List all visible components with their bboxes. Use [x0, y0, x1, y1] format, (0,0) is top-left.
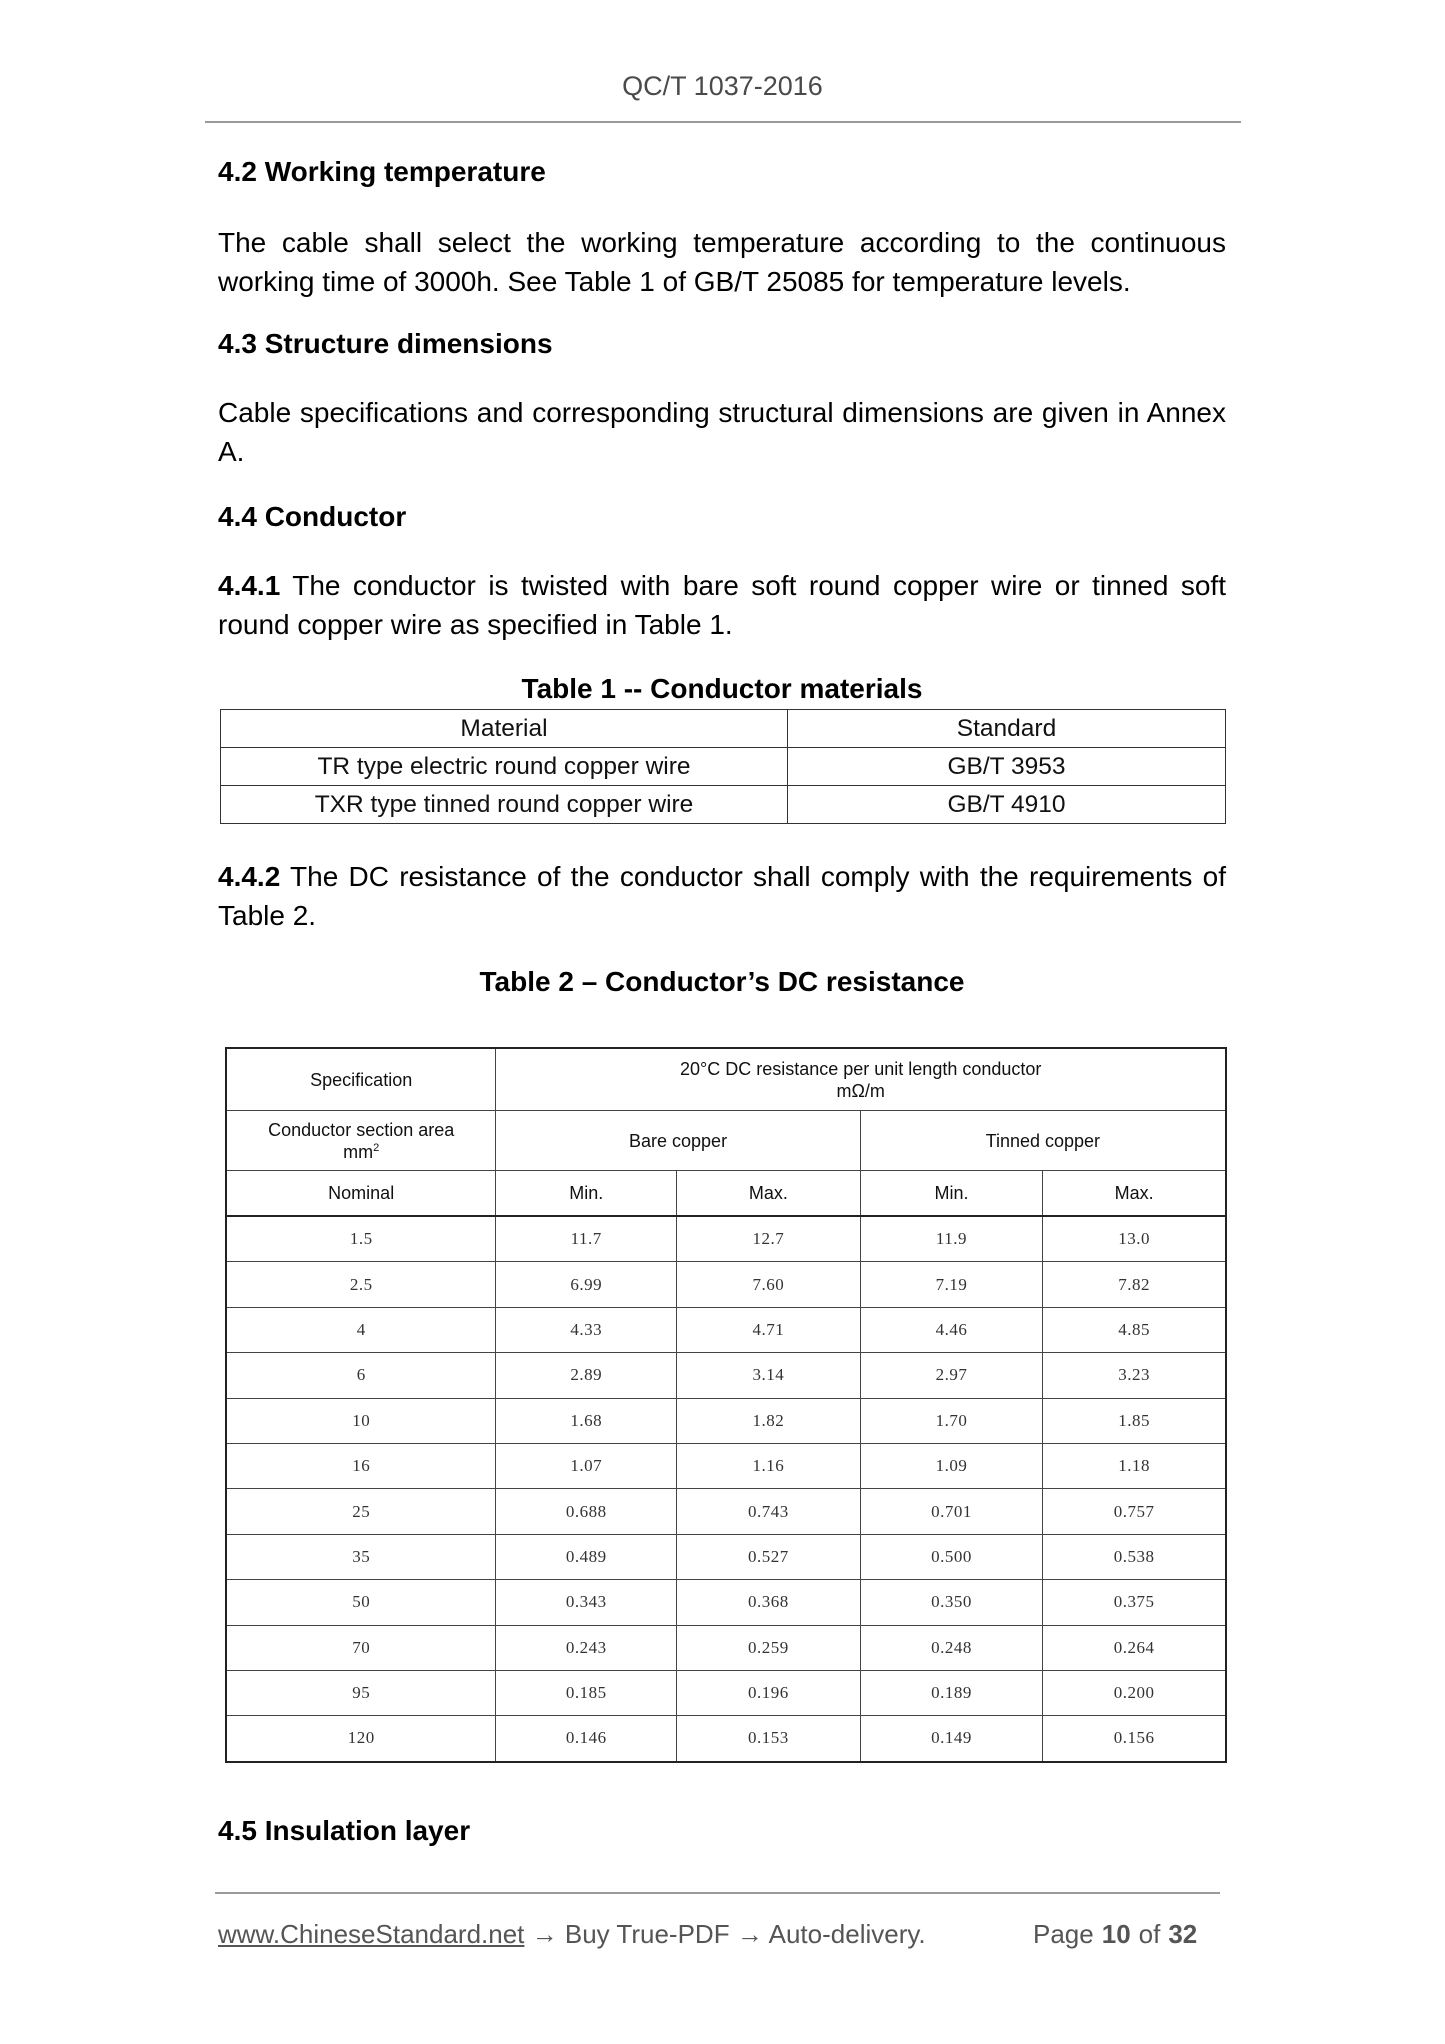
cell-tinned-max: 0.264: [1043, 1625, 1226, 1670]
cell-nominal: 95: [226, 1670, 496, 1715]
paragraph-4-2: The cable shall select the working temperature according to the continuous working time of 3000h. See Table 1 of GB/T 25085 for temperature levels.: [218, 227, 1226, 297]
table-row: [226, 1307, 1226, 1352]
table-header-row: [226, 1111, 1226, 1171]
page-indicator: [1033, 1918, 1197, 1950]
cell-nominal: 4: [226, 1307, 496, 1352]
header-bare-min: Min.: [496, 1171, 677, 1217]
header-section-area-label: Conductor section area: [268, 1119, 455, 1140]
cell-tinned-max: 0.375: [1043, 1580, 1226, 1625]
heading-4-2: 4.2 Working temperature: [218, 156, 546, 187]
cell-bare-min: 0.243: [496, 1625, 677, 1670]
cell-bare-max: 0.153: [677, 1716, 861, 1762]
cell-bare-min: 0.688: [496, 1489, 677, 1534]
cell-bare-max: 0.196: [677, 1670, 861, 1715]
cell-tinned-min: 1.09: [860, 1443, 1043, 1488]
arrow-right-icon: →: [736, 1919, 763, 1949]
cell-tinned-max: 7.82: [1043, 1262, 1226, 1307]
paragraph-4-4-2: [218, 858, 1226, 935]
cell-tinned-min: 0.500: [860, 1534, 1043, 1579]
header-resistance: [496, 1048, 1226, 1111]
footer-step-delivery: Auto-delivery.: [768, 1919, 926, 1949]
column-header-material: Material: [221, 710, 788, 748]
cell-bare-max: 0.527: [677, 1534, 861, 1579]
header-tinned-max: Max.: [1043, 1171, 1226, 1217]
table-row: [226, 1670, 1226, 1715]
table1-caption: Table 1 -- Conductor materials: [521, 673, 923, 704]
table-conductor-materials: [220, 709, 1226, 824]
clause-text-4-4-1: The conductor is twisted with bare soft round copper wire or tinned soft round copper wire as specified in Table 1.: [218, 570, 1226, 640]
cell-tinned-min: 0.189: [860, 1670, 1043, 1715]
heading-4-5: 4.5 Insulation layer: [218, 1815, 471, 1846]
table-header-row: [221, 710, 1226, 748]
page-current: 10: [1101, 1919, 1131, 1949]
header-nominal: Nominal: [226, 1171, 496, 1217]
cell-bare-min: 4.33: [496, 1307, 677, 1352]
cell-tinned-min: 0.350: [860, 1580, 1043, 1625]
heading-4-4: 4.4 Conductor: [218, 501, 407, 532]
cell-nominal: 50: [226, 1580, 496, 1625]
cell-bare-min: 6.99: [496, 1262, 677, 1307]
page-header-doc-code: QC/T 1037-2016: [622, 71, 823, 101]
cell-nominal: 70: [226, 1625, 496, 1670]
table-row: [226, 1716, 1226, 1762]
cell-nominal: 2.5: [226, 1262, 496, 1307]
cell-material: TXR type tinned round copper wire: [221, 786, 788, 824]
cell-bare-min: 0.185: [496, 1670, 677, 1715]
cell-bare-max: 0.368: [677, 1580, 861, 1625]
cell-tinned-max: 3.23: [1043, 1353, 1226, 1398]
cell-tinned-min: 1.70: [860, 1398, 1043, 1443]
cell-standard: GB/T 3953: [788, 748, 1226, 786]
footer-step-buy: Buy True-PDF: [564, 1919, 730, 1949]
cell-bare-max: 4.71: [677, 1307, 861, 1352]
column-header-standard: Standard: [788, 710, 1226, 748]
cell-tinned-max: 0.200: [1043, 1670, 1226, 1715]
unit-superscript: 2: [373, 1141, 380, 1154]
cell-tinned-min: 0.149: [860, 1716, 1043, 1762]
table-dc-resistance: [225, 1047, 1227, 1763]
table-row: [226, 1625, 1226, 1670]
cell-nominal: 16: [226, 1443, 496, 1488]
clause-number-4-4-1: 4.4.1: [218, 570, 281, 601]
table-row: [226, 1580, 1226, 1625]
header-resistance-title: 20°C DC resistance per unit length conductor: [680, 1058, 1042, 1079]
cell-tinned-min: 4.46: [860, 1307, 1043, 1352]
cell-nominal: 10: [226, 1398, 496, 1443]
table-row: [221, 748, 1226, 786]
cell-bare-min: 0.489: [496, 1534, 677, 1579]
heading-4-3: 4.3 Structure dimensions: [218, 328, 553, 359]
cell-tinned-min: 2.97: [860, 1353, 1043, 1398]
cell-nominal: 120: [226, 1716, 496, 1762]
table-body: [226, 1216, 1226, 1762]
cell-tinned-max: 13.0: [1043, 1216, 1226, 1262]
cell-nominal: 25: [226, 1489, 496, 1534]
header-tinned-min: Min.: [860, 1171, 1043, 1217]
cell-bare-min: 1.07: [496, 1443, 677, 1488]
table-row: [226, 1353, 1226, 1398]
of-label: of: [1138, 1919, 1161, 1949]
cell-bare-max: 0.743: [677, 1489, 861, 1534]
cell-nominal: 1.5: [226, 1216, 496, 1262]
footer-divider: [215, 1892, 1220, 1894]
cell-tinned-max: 0.538: [1043, 1534, 1226, 1579]
table-row: [226, 1534, 1226, 1579]
cell-tinned-min: 0.701: [860, 1489, 1043, 1534]
header-bare-copper: Bare copper: [496, 1111, 860, 1171]
cell-bare-min: 1.68: [496, 1398, 677, 1443]
table-row: [221, 786, 1226, 824]
table-row: [226, 1216, 1226, 1262]
table-row: [226, 1443, 1226, 1488]
cell-tinned-max: 0.156: [1043, 1716, 1226, 1762]
cell-tinned-max: 1.18: [1043, 1443, 1226, 1488]
cell-tinned-max: 4.85: [1043, 1307, 1226, 1352]
table-header-row: [226, 1171, 1226, 1217]
table-row: [226, 1489, 1226, 1534]
cell-tinned-min: 11.9: [860, 1216, 1043, 1262]
cell-tinned-max: 0.757: [1043, 1489, 1226, 1534]
page-total: 32: [1168, 1919, 1198, 1949]
header-section-area-unit: [227, 1141, 495, 1163]
cell-bare-max: 1.16: [677, 1443, 861, 1488]
header-section-area: [226, 1111, 496, 1171]
cell-bare-min: 2.89: [496, 1353, 677, 1398]
page-label: Page: [1033, 1919, 1094, 1949]
cell-bare-max: 12.7: [677, 1216, 861, 1262]
table2-caption: Table 2 – Conductor’s DC resistance: [479, 966, 965, 997]
header-resistance-unit: mΩ/m: [836, 1080, 885, 1101]
header-bare-max: Max.: [677, 1171, 861, 1217]
header-tinned-copper: Tinned copper: [860, 1111, 1226, 1171]
cell-bare-min: 0.343: [496, 1580, 677, 1625]
clause-text-4-4-2: The DC resistance of the conductor shall comply with the requirements of Table 2.: [218, 861, 1226, 931]
cell-nominal: 6: [226, 1353, 496, 1398]
paragraph-4-4-1: [218, 567, 1226, 644]
paragraph-4-3: Cable specifications and corresponding structural dimensions are given in Annex A.: [218, 397, 1226, 467]
cell-bare-max: 0.259: [677, 1625, 861, 1670]
table-header-row: [226, 1048, 1226, 1111]
cell-tinned-min: 0.248: [860, 1625, 1043, 1670]
cell-bare-min: 0.146: [496, 1716, 677, 1762]
cell-bare-max: 1.82: [677, 1398, 861, 1443]
unit-mm: mm: [343, 1141, 374, 1162]
cell-bare-max: 7.60: [677, 1262, 861, 1307]
arrow-right-icon: →: [531, 1919, 558, 1949]
cell-nominal: 35: [226, 1534, 496, 1579]
cell-standard: GB/T 4910: [788, 786, 1226, 824]
cell-bare-min: 11.7: [496, 1216, 677, 1262]
cell-tinned-min: 7.19: [860, 1262, 1043, 1307]
cell-tinned-max: 1.85: [1043, 1398, 1226, 1443]
footer-promo: [218, 1918, 926, 1950]
clause-number-4-4-2: 4.4.2: [218, 861, 281, 892]
table-row: [226, 1398, 1226, 1443]
site-link[interactable]: www.ChineseStandard.net: [218, 1919, 525, 1949]
cell-bare-max: 3.14: [677, 1353, 861, 1398]
table-row: [226, 1262, 1226, 1307]
header-specification: Specification: [226, 1048, 496, 1111]
header-divider: [205, 121, 1241, 123]
cell-material: TR type electric round copper wire: [221, 748, 788, 786]
